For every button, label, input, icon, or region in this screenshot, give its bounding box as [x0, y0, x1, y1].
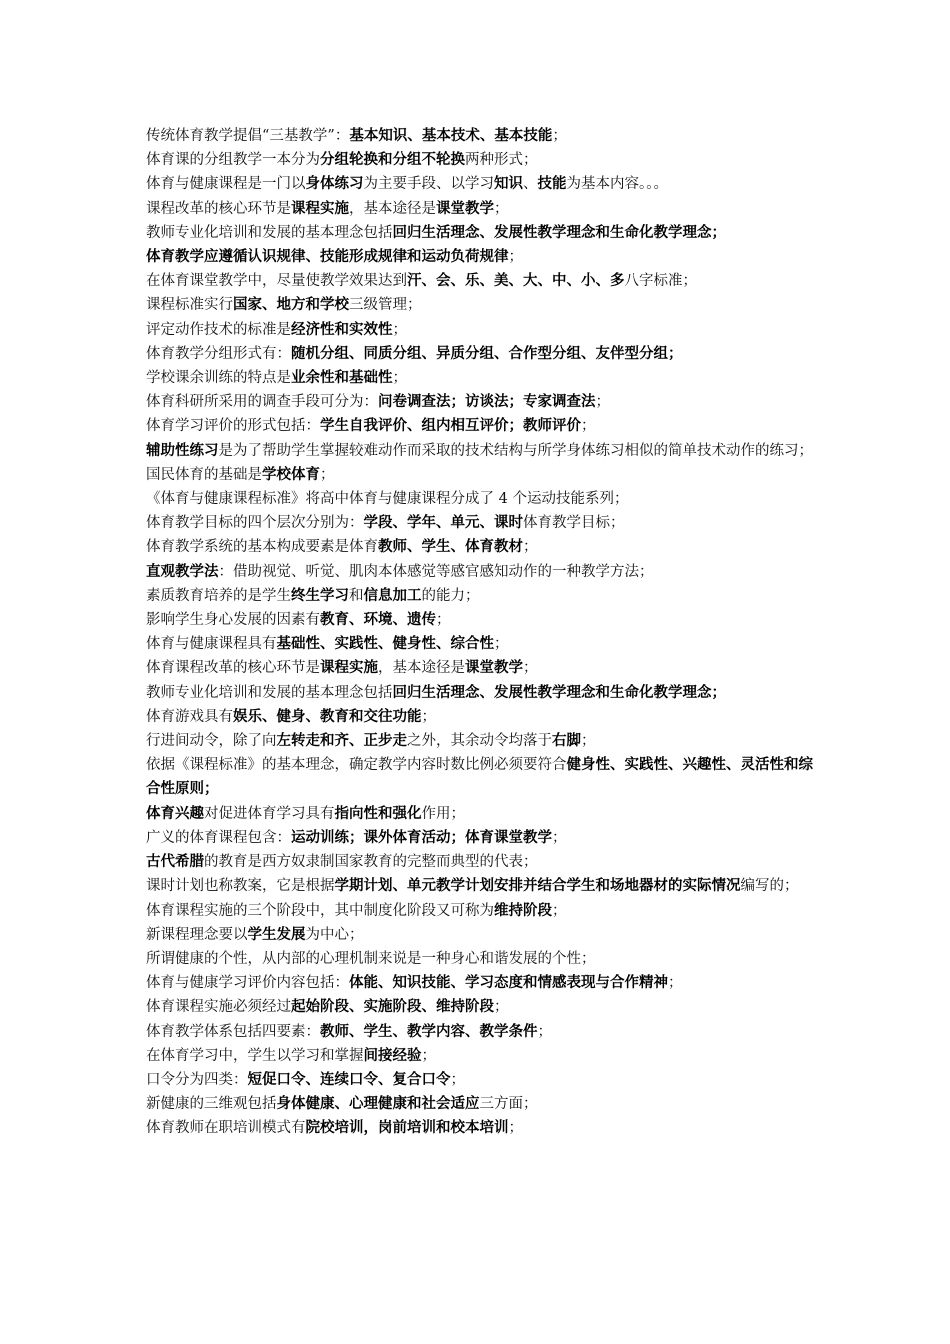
plain-text: 的教育是西方奴隶制国家教育的完整而典型的代表；	[204, 854, 538, 871]
text-line	[146, 511, 814, 535]
bold-text: 古代希腊	[146, 853, 204, 871]
bold-text: 右脚	[552, 732, 581, 750]
bold-text: 课程实施	[320, 659, 378, 677]
bold-text: 随机分组、同质分组、异质分组、合作型分组、友伴型分组；	[291, 344, 683, 362]
text-line	[146, 874, 814, 898]
text-line	[146, 1116, 814, 1140]
plain-text: 新健康的三维观包括	[146, 1096, 277, 1113]
text-line	[146, 1092, 814, 1116]
bold-text: 左转走和齐、正步走	[276, 732, 407, 750]
plain-text: 国民体育的基础是	[146, 466, 262, 483]
plain-text: ；	[436, 612, 451, 629]
text-line	[146, 342, 814, 366]
plain-text: 为主要手段、以学习	[363, 176, 494, 193]
bold-text: 基础性、实践性、健身性、综合性	[276, 635, 494, 653]
plain-text: 传统体育教学提倡“三基教学”：	[146, 128, 350, 144]
bold-text: 回归生活理念、发展性教学理念和生命化教学理念；	[392, 223, 726, 241]
bold-text: 指向性和强化	[334, 804, 422, 822]
plain-text: 所谓健康的个性，从内部的心理机制来说是一种身心和谐发展的个性；	[146, 950, 596, 967]
plain-text: 对促进体育学习具有	[204, 805, 335, 822]
text-line	[146, 608, 814, 632]
plain-text: 体育课的分组教学一本分为	[146, 152, 320, 169]
plain-text: ；	[392, 321, 407, 338]
bold-text: 学校体育	[262, 465, 320, 483]
plain-text: 八字标准；	[624, 273, 697, 290]
plain-text: 体育与健康学习评价内容包括：	[146, 975, 349, 992]
bold-text: 直观教学法	[146, 562, 219, 580]
bold-text: 学段、学年、单元、课时	[363, 514, 523, 532]
plain-text: ；	[595, 394, 610, 411]
bold-text: 课堂教学	[465, 659, 523, 677]
bold-text: 教育、环境、遗传	[320, 611, 436, 629]
bold-text: 起始阶段、实施阶段、维持阶段	[291, 998, 494, 1016]
bold-text: 信息加工	[363, 586, 422, 604]
plain-text: 课时计划也称教案，它是根据	[146, 878, 335, 895]
text-line	[146, 971, 814, 995]
plain-text: ；	[537, 1023, 552, 1040]
plain-text: 在体育学习中，学生以学习和掌握	[146, 1047, 364, 1064]
text-line	[146, 899, 814, 923]
bold-text: 短促口令、连续口令、复合口令	[247, 1070, 451, 1088]
text-line	[146, 439, 814, 463]
text-line	[146, 245, 814, 269]
text-line	[146, 995, 814, 1019]
plain-text: 三级管理；	[349, 297, 422, 314]
text-line	[146, 366, 814, 390]
bold-text: 教师、学生、体育教材	[378, 538, 523, 556]
bold-text: 维持阶段	[494, 901, 552, 919]
text-line	[146, 560, 814, 584]
plain-text: ；	[421, 708, 436, 725]
text-line	[146, 293, 814, 317]
text-line	[146, 656, 814, 680]
bold-text: 体能、知识技能、学习态度和情感表现与合作精神	[349, 974, 668, 992]
plain-text: ：借助视觉、听觉、肌肉本体感觉等感官感知动作的一种教学方法；	[218, 563, 654, 580]
plain-text: 体育学习评价的形式包括：	[146, 418, 320, 435]
plain-text: 教师专业化培训和发展的基本理念包括	[146, 224, 393, 241]
plain-text: 之外，其余动令均落于	[407, 733, 552, 750]
text-line	[146, 1020, 814, 1044]
plain-text: 新课程理念要以	[146, 926, 248, 943]
text-line	[146, 197, 814, 221]
plain-text: 口令分为四类：	[146, 1071, 248, 1088]
plain-text: 依据《课程标准》的基本理念，确定教学内容时数比例必须要符合	[146, 757, 567, 774]
plain-text: 体育课程实施必须经过	[146, 999, 291, 1016]
bold-text: 学期计划、单元教学计划安排并结合学生和场地器材的实际情况	[334, 877, 741, 895]
text-line	[146, 850, 814, 874]
plain-text: 体育课程改革的核心环节是	[146, 660, 320, 677]
text-line	[146, 172, 814, 196]
plain-text: 三方面；	[479, 1096, 538, 1113]
plain-text: 素质教育培养的是学生	[146, 587, 291, 604]
plain-text: ；	[508, 249, 523, 266]
text-line	[146, 318, 814, 342]
plain-text: 体育教学目标；	[523, 515, 625, 532]
bold-text: 学生发展	[247, 925, 306, 943]
text-line	[146, 390, 814, 414]
text-line	[146, 414, 814, 438]
text-line	[146, 1044, 814, 1068]
plain-text: ；	[581, 733, 596, 750]
plain-text: ；	[421, 1047, 436, 1064]
bold-text: 业余性和基础性	[291, 369, 393, 387]
plain-text: 《体育与健康课程标准》将高中体育与健康课程分成了 4 个运动技能系列；	[146, 491, 629, 508]
plain-text: ；	[668, 975, 683, 992]
text-line	[146, 535, 814, 559]
plain-text: 是为了帮助学生掌握较难动作而采取的技术结构与所学身体练习相似的简单技术动作的练习；	[218, 442, 813, 459]
bold-text: 体育教学应遵循认识规律、技能形成规律和运动负荷规律	[146, 248, 509, 266]
text-line	[146, 269, 814, 293]
text-line	[146, 681, 814, 705]
plain-text: 为中心；	[305, 926, 364, 943]
plain-text: ；	[450, 1071, 465, 1088]
bold-text: 教师、学生、教学内容、教学条件	[320, 1022, 538, 1040]
text-line	[146, 584, 814, 608]
plain-text: ，基本途径是	[378, 660, 465, 677]
plain-text: 体育教学体系包括四要素：	[146, 1023, 320, 1040]
text-line	[146, 923, 814, 947]
bold-text: 间接经验	[363, 1046, 422, 1064]
plain-text: 体育教学目标的四个层次分别为：	[146, 515, 364, 532]
plain-text: 两种形式；	[465, 152, 538, 169]
text-line	[146, 947, 814, 971]
plain-text: 行进间动令，除了向	[146, 733, 277, 750]
text-line	[146, 124, 814, 148]
plain-text: 体育教师在职培训模式有	[146, 1120, 306, 1137]
plain-text: 体育游戏具有	[146, 708, 233, 725]
plain-text: 为基本内容。。。	[566, 176, 668, 193]
text-line	[146, 463, 814, 487]
bold-text: 汗、会、乐、美、大、中、小、多	[407, 272, 625, 290]
text-line	[146, 632, 814, 656]
plain-text: 编写的；	[740, 878, 799, 895]
bold-text: 学生自我评价、组内相互评价；教师评价	[320, 417, 581, 435]
plain-text: 影响学生身心发展的因素有	[146, 612, 320, 629]
text-line	[146, 705, 814, 729]
text-line	[146, 1068, 814, 1092]
bold-text: 回归生活理念、发展性教学理念和生命化教学理念；	[392, 683, 726, 701]
plain-text: ，基本途径是	[349, 200, 436, 217]
bold-text: 辅助性练习	[146, 441, 219, 459]
plain-text: 体育教学分组形式有：	[146, 345, 291, 362]
plain-text: ；	[320, 466, 335, 483]
plain-text: 体育课程实施的三个阶段中，其中制度化阶段又可称为	[146, 902, 494, 919]
plain-text: 、	[523, 176, 538, 193]
bold-text: 体育兴趣	[146, 804, 204, 822]
plain-text: 学校课余训练的特点是	[146, 370, 291, 387]
plain-text: ；	[494, 636, 509, 653]
plain-text: 的能力；	[421, 587, 480, 604]
plain-text: ；	[581, 418, 596, 435]
bold-text: 问卷调查法；访谈法；专家调查法	[378, 393, 596, 411]
plain-text: 课程改革的核心环节是	[146, 200, 291, 217]
plain-text: 体育与健康课程具有	[146, 636, 277, 653]
bold-text: 技能	[537, 175, 567, 193]
plain-text: 课程标准实行	[146, 297, 233, 314]
bold-text: 经济性和实效性	[291, 320, 393, 338]
plain-text: ；	[508, 1120, 523, 1137]
plain-text: ；	[494, 200, 509, 217]
bold-text: 终生学习	[291, 586, 349, 604]
plain-text: 体育教学系统的基本构成要素是体育	[146, 539, 378, 556]
text-line	[146, 221, 814, 245]
plain-text: ；	[552, 128, 567, 144]
plain-text: 评定动作技术的标准是	[146, 321, 291, 338]
plain-text: 教师专业化培训和发展的基本理念包括	[146, 684, 393, 701]
text-line	[146, 729, 814, 753]
text-line	[146, 753, 814, 801]
plain-text: ；	[494, 999, 509, 1016]
bold-text: 知识	[494, 175, 523, 193]
plain-text: ；	[523, 539, 538, 556]
bold-text: 身体练习	[305, 175, 364, 193]
bold-text: 娱乐、健身、教育和交往功能	[233, 707, 422, 725]
plain-text: ；	[392, 370, 407, 387]
bold-text: 基本知识、基本技术、基本技能	[349, 127, 553, 144]
plain-text: ；	[552, 829, 567, 846]
bold-text: 健身性、实践性、兴趣性、灵活性和综合性原则；	[146, 756, 813, 798]
bold-text: 国家、地方和学校	[233, 296, 349, 314]
plain-text: 和	[349, 587, 364, 604]
text-line	[146, 487, 814, 511]
bold-text: 院校培训，岗前培训和校本培训	[305, 1119, 509, 1137]
plain-text: 体育科研所采用的调查手段可分为：	[146, 394, 378, 411]
bold-text: 课堂教学	[436, 199, 494, 217]
text-line	[146, 826, 814, 850]
plain-text: 广义的体育课程包含：	[146, 829, 291, 846]
plain-text: 在体育课堂教学中，尽量使教学效果达到	[146, 273, 407, 290]
bold-text: 课程实施	[291, 199, 349, 217]
plain-text: ；	[552, 902, 567, 919]
document-body	[146, 124, 814, 1141]
plain-text: 作用；	[421, 805, 465, 822]
text-line	[146, 148, 814, 172]
plain-text: 体育与健康课程是一门以	[146, 176, 306, 193]
bold-text: 分组轮换和分组不轮换	[320, 151, 465, 169]
text-line	[146, 802, 814, 826]
bold-text: 运动训练；课外体育活动；体育课堂教学	[291, 828, 552, 846]
plain-text: ；	[523, 660, 538, 677]
bold-text: 身体健康、心理健康和社会适应	[276, 1095, 480, 1113]
